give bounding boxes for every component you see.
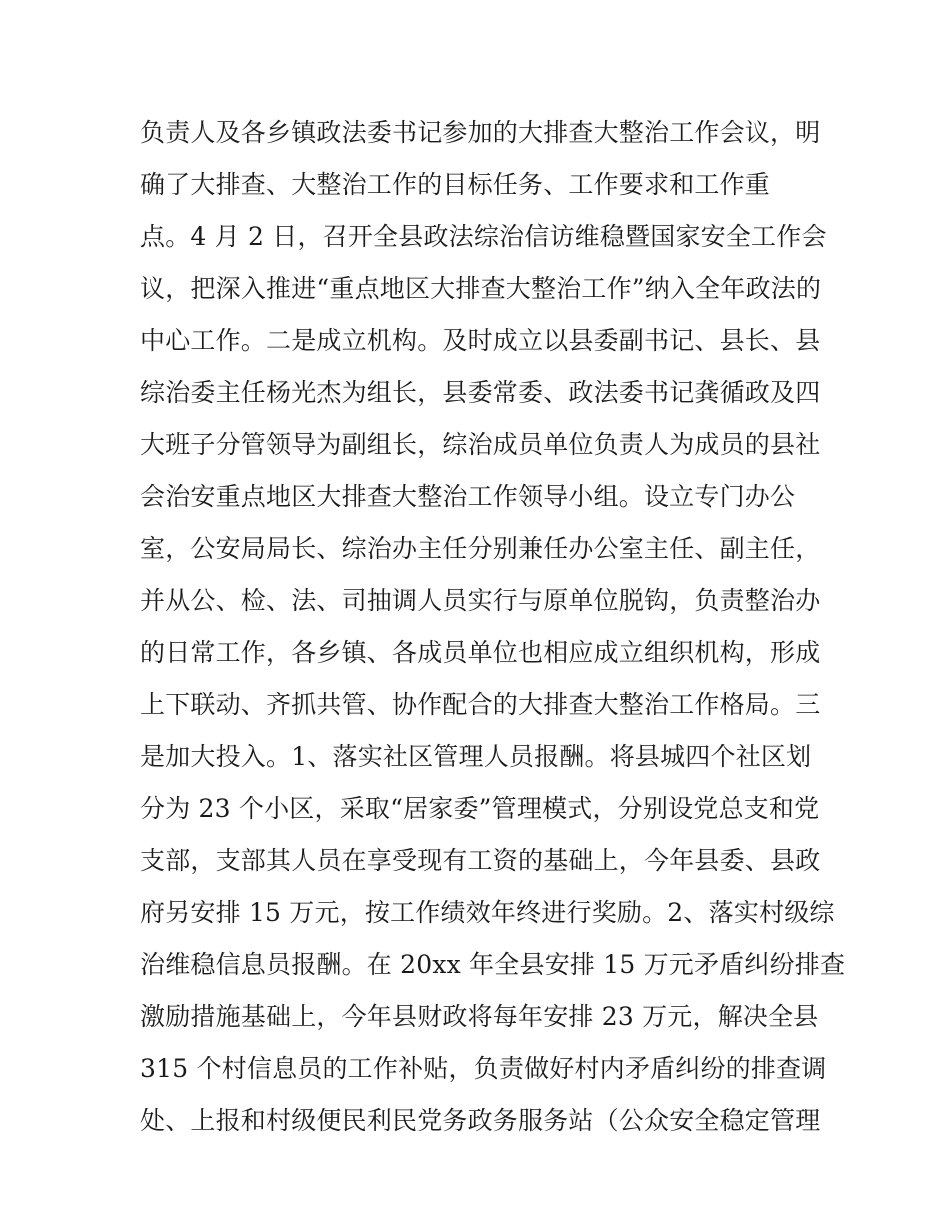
text-line: 的日常工作，各乡镇、各成员单位也相应成立组织机构，形成 [140, 638, 821, 667]
text-line: 点。4 月 2 日，召开全县政法综治信访维稳暨国家安全工作会 [140, 222, 827, 251]
text-line: 是加大投入。1、落实社区管理人员报酬。将县城四个社区划 [140, 742, 812, 771]
text-line: 并从公、检、法、司抽调人员实行与原单位脱钩，负责整治办 [140, 586, 821, 615]
text-line: 治维稳信息员报酬。在 20xx 年全县安排 15 万元矛盾纠纷排查 [140, 950, 846, 979]
text-line: 大班子分管领导为副组长，综治成员单位负责人为成员的县社 [140, 430, 821, 459]
text-line: 激励措施基础上，今年县财政将每年安排 23 万元，解决全县 [140, 1002, 819, 1031]
text-line: 处、上报和村级便民利民党务政务服务站（公众安全稳定管理 [140, 1106, 821, 1135]
body-text [140, 107, 846, 1147]
text-line: 315 个村信息员的工作补贴，负责做好村内矛盾纠纷的排查调 [140, 1054, 827, 1083]
text-line: 议，把深入推进“重点地区大排查大整治工作”纳入全年政法的 [140, 274, 822, 303]
text-line: 综治委主任杨光杰为组长，县委常委、政法委书记龚循政及四 [140, 378, 821, 407]
text-line: 室，公安局局长、综治办主任分别兼任办公室主任、副主任， [140, 534, 821, 563]
text-line: 负责人及各乡镇政法委书记参加的大排查大整治工作会议，明 [140, 118, 821, 147]
text-line: 分为 23 个小区，采取“居家委”管理模式，分别设党总支和党 [140, 794, 820, 823]
text-line: 上下联动、齐抓共管、协作配合的大排查大整治工作格局。三 [140, 690, 821, 719]
text-line: 确了大排查、大整治工作的目标任务、工作要求和工作重 [140, 170, 771, 199]
text-line: 会治安重点地区大排查大整治工作领导小组。设立专门办公 [140, 482, 796, 511]
text-line: 府另安排 15 万元，按工作绩效年终进行奖励。2、落实村级综 [140, 898, 835, 927]
text-line: 中心工作。二是成立机构。及时成立以县委副书记、县长、县 [140, 326, 821, 355]
text-line: 支部，支部其人员在享受现有工资的基础上，今年县委、县政 [140, 846, 821, 875]
